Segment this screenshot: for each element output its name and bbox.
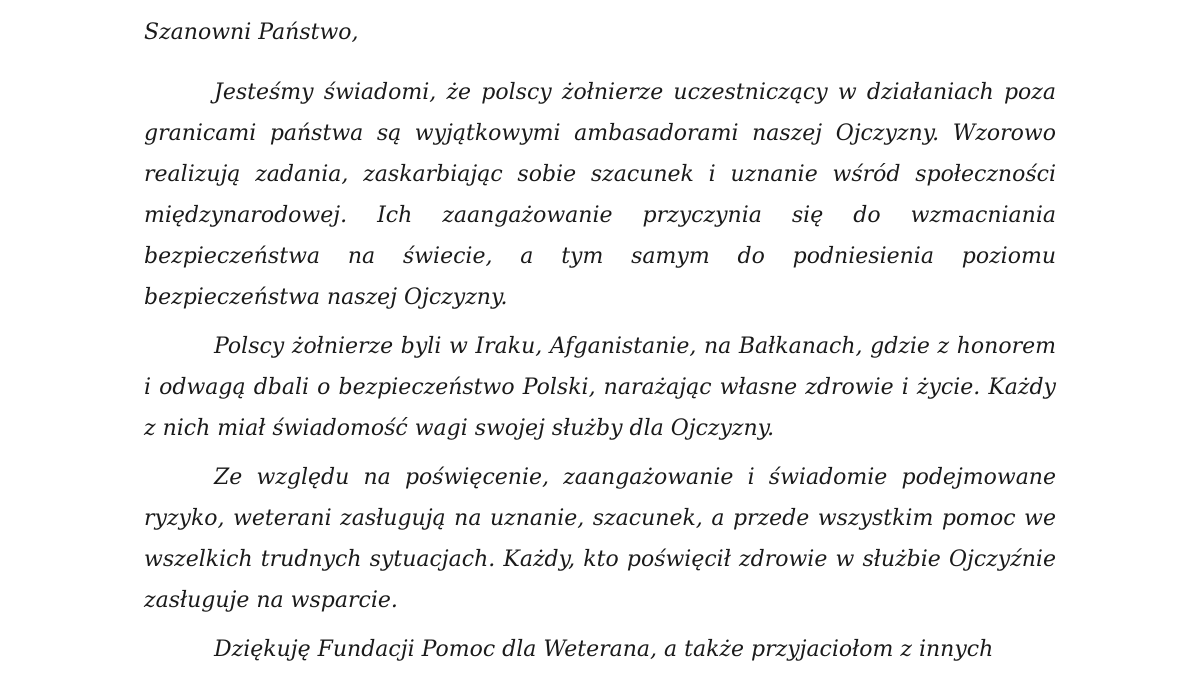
letter-salutation: Szanowni Państwo, <box>144 20 359 45</box>
letter-paragraph: Ze względu na poświęcenie, zaangażowanie i świadomie podejmowane ryzyko, weterani zasługują na uznanie, szacunek, a przede wszystkim pomoc we wszelkich trudnych sytuacjach. Każdy, kto poświęcił zdrowie w służbie Ojczyźnie zasługuje na wsparcie. <box>144 465 1056 613</box>
letter-paragraph: Polscy żołnierze byli w Iraku, Afganistanie, na Bałkanach, gdzie z honorem i odwagą dbali o bezpieczeństwo Polski, narażając własne zdrowie i życie. Każdy z nich miał świadomość wagi swojej służby dla Ojczyzny. <box>144 334 1056 441</box>
letter-body <box>144 14 1056 675</box>
letter-paragraph: Dziękuję Fundacji Pomoc dla Weterana, a także przyjaciołom z innych <box>214 637 994 662</box>
letter-paragraph: Jesteśmy świadomi, że polscy żołnierze uczestniczący w działaniach poza granicami państwa są wyjątkowymi ambasadorami naszej Ojczyzny. Wzorowo realizują zadania, zaskarbiając sobie szacunek i uznanie wśród społeczności międzynarodowej. Ich zaangażowanie przyczynia się do wzmacniania bezpieczeństwa na świecie, a tym samym do podniesienia poziomu bezpieczeństwa naszej Ojczyzny. <box>144 80 1056 310</box>
